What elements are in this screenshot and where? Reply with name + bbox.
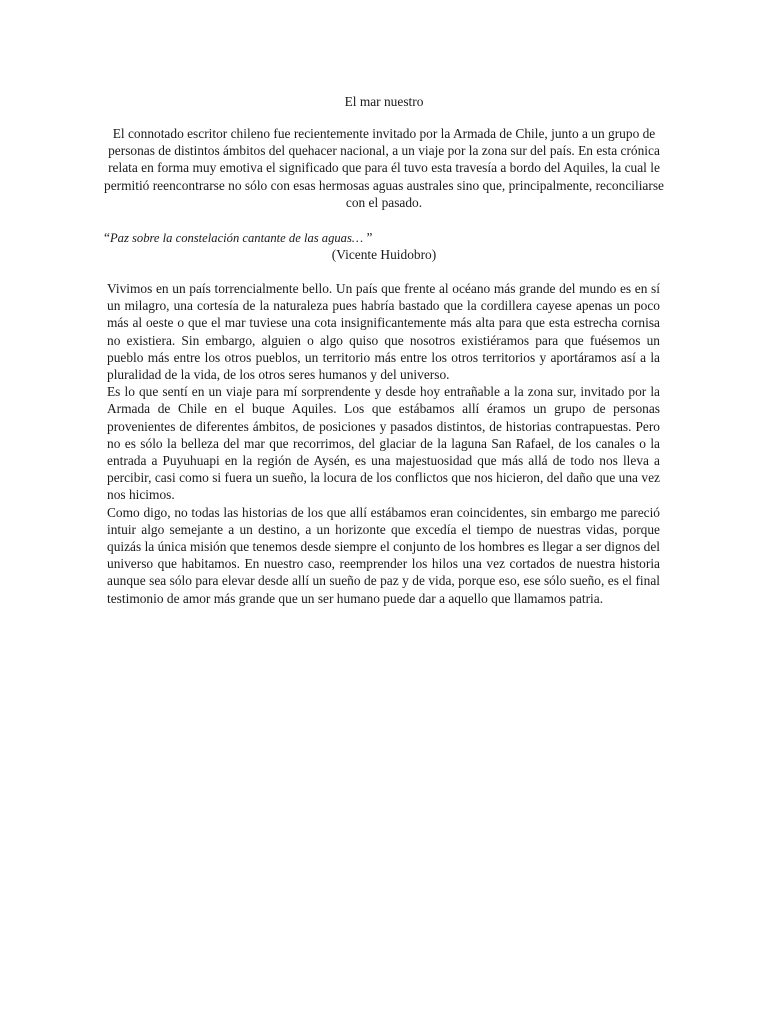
epigraph-quote — [104, 229, 664, 247]
page-title: El mar nuestro — [344, 94, 424, 109]
body-paragraph: Es lo que sentí en un viaje para mí sorprendente y desde hoy entrañable a la zona sur, invitado por la Armada de Chile en el buque Aquiles. Los que estábamos allí éramos un grupo de personas provenientes de diferentes ámbitos, de posiciones y pasados distintos, de historias contrapuestas. Pero no es sólo la belleza del mar que recorrimos, del glaciar de la laguna San Rafael, de los canales o la entrada a Puyuhuapi en la región de Aysén, es una majestuosidad que más allá de todo nos lleva a percibir, casi como si fuera un sueño, la locura de los conflictos que nos hicieron, del daño que una vez nos hicimos. — [107, 384, 660, 503]
close-quote-mark: ” — [363, 230, 373, 245]
body-paragraph: Como digo, no todas las historias de los que allí estábamos eran coincidentes, sin embargo me pareció intuir algo semejante a un destino, a un horizonte que excedía el tiempo de nuestras vidas, porque quizás la única misión que tenemos desde siempre el conjunto de los hombres es llegar a ser dignos del universo que habitamos. En nuestro caso, reemprender los hilos una vez cortados de nuestra historia aunque sea sólo para elevar desde allí un sueño de paz y de vida, porque eso, ese sólo sueño, es el final testimonio de amor más grande que un ser humano puede dar a aquello que llamamos patria. — [107, 504, 660, 606]
intro-paragraph: El connotado escritor chileno fue recientemente invitado por la Armada de Chile, junto a un grupo de personas de distintos ámbitos del quehacer nacional, a un viaje por la zona sur del país. En esta crónica relata en forma muy emotiva el significado que para él tuvo esta travesía a bordo del Aquiles, la cual le permitió reencontrarse no sólo con esas hermosas aguas australes sino que, principalmente, reconciliarse con el pasado. — [104, 126, 664, 210]
open-quote-mark: “ — [104, 230, 110, 245]
article-body — [107, 280, 660, 607]
epigraph-attribution: (Vicente Huidobro) — [331, 247, 437, 262]
body-paragraph: Vivimos en un país torrencialmente bello. Un país que frente al océano más grande del mundo es en sí un milagro, una cortesía de la naturaleza pues habría bastado que la cordillera cayese apenas un poco más al oeste o que el mar tuviese una cota insignificantemente más alta para que esta estrecha cornisa no existiera. Sin embargo, alguien o algo quiso que nosotros existiéramos para que fuésemos un pueblo más entre los otros pueblos, un territorio más entre los otros territorios y aportáramos así a la pluralidad de la vida, de los otros seres humanos y del universo. — [107, 281, 660, 383]
epigraph-verse: Paz sobre la constelación cantante de las aguas… — [109, 231, 364, 245]
